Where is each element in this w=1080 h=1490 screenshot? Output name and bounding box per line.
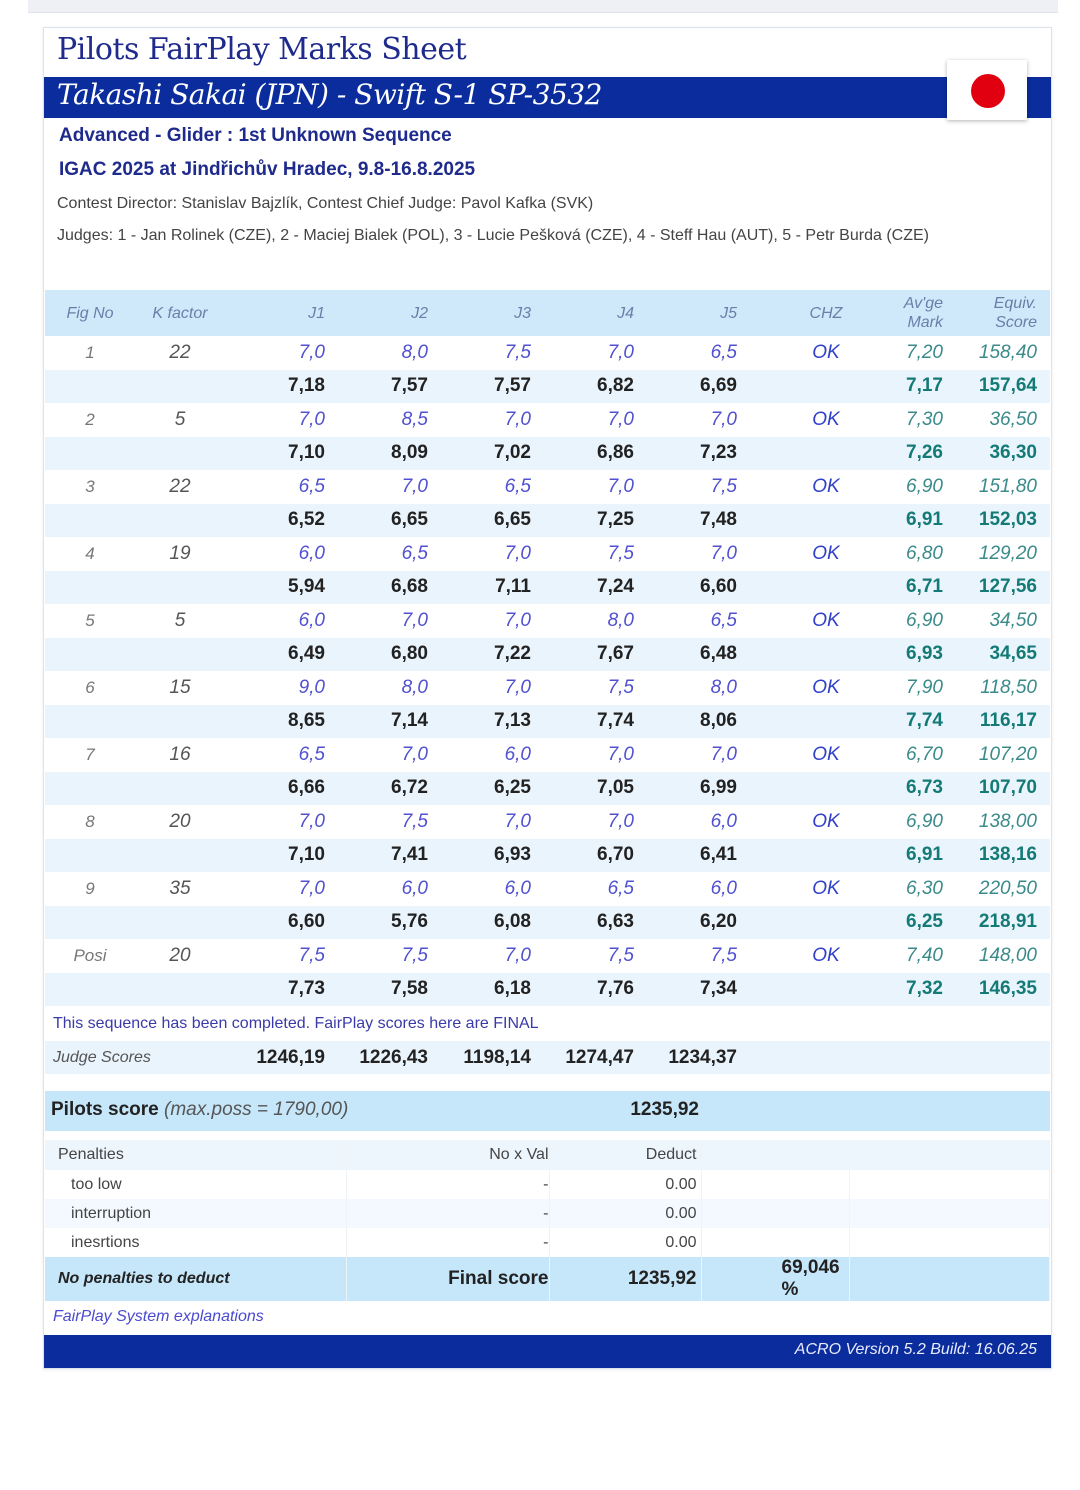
fp-mark-j2: 8,09 (330, 437, 433, 471)
fairplay-explanations-link[interactable]: FairPlay System explanations (53, 1308, 264, 1325)
raw-mark-j4: 7,0 (536, 336, 639, 370)
avg-mark: 6,90 (880, 805, 948, 839)
header-j3: J3 (433, 290, 536, 336)
fp-equiv-score: 36,30 (948, 437, 1050, 471)
fp-mark-j5: 6,48 (639, 638, 742, 672)
final-status-message: This sequence has been completed. FairPlay scores here are FINAL (53, 1015, 539, 1032)
fp-mark-j1: 8,65 (225, 705, 330, 739)
marks-table (45, 290, 1050, 1006)
raw-mark-j1: 7,0 (225, 805, 330, 839)
raw-mark-j5: 7,0 (639, 403, 742, 437)
raw-mark-j4: 7,5 (536, 537, 639, 571)
fp-mark-j2: 5,76 (330, 906, 433, 940)
equiv-score: 151,80 (948, 470, 1050, 504)
equiv-score: 129,20 (948, 537, 1050, 571)
penalty-row: inesrtions - 0.00 (45, 1228, 1050, 1257)
marks-sheet (43, 27, 1052, 1369)
raw-mark-j2: 6,5 (330, 537, 433, 571)
raw-mark-j5: 7,0 (639, 738, 742, 772)
avg-mark: 7,30 (880, 403, 948, 437)
raw-mark-j3: 7,0 (433, 805, 536, 839)
figure-marks-row (45, 939, 1050, 973)
raw-mark-j4: 8,0 (536, 604, 639, 638)
avg-mark: 6,90 (880, 604, 948, 638)
figure-fairplay-row (45, 973, 1050, 1007)
final-percent: 69,046 % (701, 1257, 849, 1301)
fp-mark-j5: 6,60 (639, 571, 742, 605)
figure-marks-row (45, 604, 1050, 638)
judges-text: Judges: 1 - Jan Rolinek (CZE), 2 - Maciej Bialek (POL), 3 - Lucie Pešková (CZE), 4 - Steff Hau (AUT), 5 - Petr Burda (CZE) (57, 227, 929, 244)
chz-status: OK (742, 403, 880, 437)
footer-bar (44, 1335, 1051, 1368)
raw-mark-j4: 6,5 (536, 872, 639, 906)
equiv-score: 158,40 (948, 336, 1050, 370)
fp-equiv-score: 34,65 (948, 638, 1050, 672)
raw-mark-j5: 7,0 (639, 537, 742, 571)
k-factor: 5 (135, 403, 225, 437)
fig-number: 7 (45, 738, 135, 772)
avg-mark: 7,90 (880, 671, 948, 705)
fp-avg-mark: 7,26 (880, 437, 948, 471)
fp-equiv-score: 116,17 (948, 705, 1050, 739)
max-possible: (max.poss = 1790,00) (164, 1099, 349, 1120)
raw-mark-j3: 6,0 (433, 738, 536, 772)
fig-number: 6 (45, 671, 135, 705)
fp-avg-mark: 6,91 (880, 504, 948, 538)
fp-mark-j3: 6,65 (433, 504, 536, 538)
fp-mark-j1: 5,94 (225, 571, 330, 605)
judge-score-j2: 1226,43 (359, 1046, 428, 1068)
fp-mark-j3: 7,11 (433, 571, 536, 605)
fp-mark-j4: 6,63 (536, 906, 639, 940)
fp-mark-j3: 6,25 (433, 772, 536, 806)
judge-scores-label: Judge Scores (53, 1048, 151, 1066)
raw-mark-j5: 6,5 (639, 336, 742, 370)
fp-mark-j3: 7,13 (433, 705, 536, 739)
fp-avg-mark: 6,91 (880, 839, 948, 873)
fp-mark-j1: 7,10 (225, 437, 330, 471)
chz-status: OK (742, 805, 880, 839)
contest-heading: IGAC 2025 at Jindřichův Hradec, 9.8-16.8.2025 (59, 159, 476, 180)
fp-mark-j3: 6,93 (433, 839, 536, 873)
fp-mark-j1: 6,52 (225, 504, 330, 538)
fp-mark-j1: 7,18 (225, 370, 330, 404)
officials-text: Contest Director: Stanislav Bajzlík, Contest Chief Judge: Pavol Kafka (SVK) (57, 195, 594, 212)
k-factor: 20 (135, 939, 225, 973)
fp-avg-mark: 7,32 (880, 973, 948, 1007)
fp-mark-j1: 7,73 (225, 973, 330, 1007)
chz-status: OK (742, 470, 880, 504)
raw-mark-j3: 6,0 (433, 872, 536, 906)
chz-status: OK (742, 336, 880, 370)
raw-mark-j2: 7,0 (330, 738, 433, 772)
raw-mark-j1: 7,0 (225, 872, 330, 906)
raw-mark-j1: 6,0 (225, 604, 330, 638)
final-score-value: 1235,92 (549, 1257, 701, 1301)
pilots-score-row (45, 1091, 1050, 1131)
equiv-score: 220,50 (948, 872, 1050, 906)
fp-mark-j3: 7,57 (433, 370, 536, 404)
figure-fairplay-row (45, 571, 1050, 605)
equiv-score: 36,50 (948, 403, 1050, 437)
figure-marks-row (45, 872, 1050, 906)
figure-fairplay-row (45, 906, 1050, 940)
figure-marks-row (45, 470, 1050, 504)
figure-fairplay-row (45, 370, 1050, 404)
fp-mark-j5: 7,34 (639, 973, 742, 1007)
figure-fairplay-row (45, 437, 1050, 471)
fig-number: 1 (45, 336, 135, 370)
header-fig-no: Fig No (45, 290, 135, 336)
fp-mark-j2: 6,68 (330, 571, 433, 605)
figure-marks-row (45, 403, 1050, 437)
raw-mark-j1: 7,0 (225, 336, 330, 370)
raw-mark-j4: 7,0 (536, 805, 639, 839)
k-factor: 35 (135, 872, 225, 906)
raw-mark-j1: 6,5 (225, 470, 330, 504)
k-factor: 5 (135, 604, 225, 638)
fp-mark-j5: 6,41 (639, 839, 742, 873)
fp-equiv-score: 157,64 (948, 370, 1050, 404)
header-j2: J2 (330, 290, 433, 336)
raw-mark-j4: 7,0 (536, 470, 639, 504)
figure-fairplay-row (45, 638, 1050, 672)
raw-mark-j3: 7,0 (433, 537, 536, 571)
fp-mark-j5: 7,48 (639, 504, 742, 538)
fig-number: 4 (45, 537, 135, 571)
header-equiv-score: Equiv. Score (948, 290, 1050, 336)
fp-mark-j4: 6,86 (536, 437, 639, 471)
judge-score-j1: 1246,19 (256, 1046, 325, 1068)
header-j5: J5 (639, 290, 742, 336)
fp-mark-j3: 6,18 (433, 973, 536, 1007)
raw-mark-j5: 8,0 (639, 671, 742, 705)
raw-mark-j3: 7,0 (433, 604, 536, 638)
fp-mark-j5: 6,20 (639, 906, 742, 940)
final-score-label: Final score (346, 1257, 549, 1301)
header-j4: J4 (536, 290, 639, 336)
raw-mark-j5: 6,5 (639, 604, 742, 638)
k-factor: 20 (135, 805, 225, 839)
fp-avg-mark: 6,93 (880, 638, 948, 672)
fp-equiv-score: 146,35 (948, 973, 1050, 1007)
chz-status: OK (742, 872, 880, 906)
figure-marks-row (45, 805, 1050, 839)
category-heading: Advanced - Glider : 1st Unknown Sequence (59, 125, 452, 146)
raw-mark-j3: 7,0 (433, 671, 536, 705)
raw-mark-j2: 8,0 (330, 336, 433, 370)
fp-mark-j4: 7,05 (536, 772, 639, 806)
k-factor: 16 (135, 738, 225, 772)
raw-mark-j4: 7,0 (536, 403, 639, 437)
header-k-factor: K factor (135, 290, 225, 336)
pilots-score-label: Pilots score (max.poss = 1790,00) (51, 1099, 349, 1120)
fp-mark-j2: 6,65 (330, 504, 433, 538)
avg-mark: 7,20 (880, 336, 948, 370)
fp-mark-j2: 6,72 (330, 772, 433, 806)
fp-mark-j4: 7,76 (536, 973, 639, 1007)
k-factor: 22 (135, 470, 225, 504)
raw-mark-j2: 6,0 (330, 872, 433, 906)
avg-mark: 6,80 (880, 537, 948, 571)
equiv-score: 148,00 (948, 939, 1050, 973)
header-chz: CHZ (742, 290, 880, 336)
chz-status: OK (742, 671, 880, 705)
fig-number: 5 (45, 604, 135, 638)
equiv-score: 118,50 (948, 671, 1050, 705)
fp-mark-j1: 6,66 (225, 772, 330, 806)
fp-equiv-score: 218,91 (948, 906, 1050, 940)
fig-number: 3 (45, 470, 135, 504)
version-text: ACRO Version 5.2 Build: 16.06.25 (794, 1341, 1037, 1358)
fp-mark-j3: 7,02 (433, 437, 536, 471)
raw-mark-j1: 7,0 (225, 403, 330, 437)
raw-mark-j2: 8,0 (330, 671, 433, 705)
fp-mark-j3: 6,08 (433, 906, 536, 940)
penalty-row: interruption - 0.00 (45, 1199, 1050, 1228)
raw-mark-j4: 7,5 (536, 939, 639, 973)
judge-score-j3: 1198,14 (463, 1046, 531, 1068)
raw-mark-j4: 7,0 (536, 738, 639, 772)
raw-mark-j3: 7,0 (433, 403, 536, 437)
fp-mark-j4: 6,70 (536, 839, 639, 873)
fp-mark-j4: 6,82 (536, 370, 639, 404)
fp-mark-j2: 7,58 (330, 973, 433, 1007)
fig-number: 8 (45, 805, 135, 839)
k-factor: 22 (135, 336, 225, 370)
raw-mark-j1: 7,5 (225, 939, 330, 973)
fp-equiv-score: 107,70 (948, 772, 1050, 806)
header-j1: J1 (225, 290, 330, 336)
raw-mark-j1: 6,0 (225, 537, 330, 571)
fp-avg-mark: 6,71 (880, 571, 948, 605)
raw-mark-j2: 7,5 (330, 805, 433, 839)
k-factor: 15 (135, 671, 225, 705)
browser-top-bar (28, 0, 1058, 13)
judge-score-j5: 1234,37 (668, 1046, 737, 1068)
fp-mark-j1: 6,49 (225, 638, 330, 672)
pilots-score-value: 1235,92 (630, 1099, 699, 1120)
raw-mark-j3: 7,5 (433, 336, 536, 370)
fp-equiv-score: 138,16 (948, 839, 1050, 873)
figure-marks-row (45, 738, 1050, 772)
raw-mark-j2: 7,0 (330, 604, 433, 638)
raw-mark-j2: 8,5 (330, 403, 433, 437)
fp-mark-j2: 7,41 (330, 839, 433, 873)
penalties-summary: No penalties to deduct (45, 1257, 346, 1301)
fig-number: 9 (45, 872, 135, 906)
figure-marks-row (45, 537, 1050, 571)
fp-mark-j4: 7,24 (536, 571, 639, 605)
no-x-val-header: No x Val (346, 1140, 549, 1170)
raw-mark-j5: 6,0 (639, 872, 742, 906)
raw-mark-j2: 7,0 (330, 470, 433, 504)
figure-fairplay-row (45, 772, 1050, 806)
figure-marks-row (45, 671, 1050, 705)
pilot-banner (44, 77, 1051, 118)
page-title: Pilots FairPlay Marks Sheet (57, 32, 467, 67)
judge-score-j4: 1274,47 (565, 1046, 634, 1068)
fp-equiv-score: 152,03 (948, 504, 1050, 538)
penalties-table (45, 1140, 1050, 1301)
equiv-score: 138,00 (948, 805, 1050, 839)
figure-fairplay-row (45, 839, 1050, 873)
raw-mark-j3: 7,0 (433, 939, 536, 973)
fp-mark-j3: 7,22 (433, 638, 536, 672)
figure-fairplay-row (45, 705, 1050, 739)
penalty-row: too low - 0.00 (45, 1170, 1050, 1199)
raw-mark-j2: 7,5 (330, 939, 433, 973)
raw-mark-j1: 6,5 (225, 738, 330, 772)
deduct-header: Deduct (549, 1140, 701, 1170)
fp-mark-j2: 7,57 (330, 370, 433, 404)
avg-mark: 7,40 (880, 939, 948, 973)
fp-avg-mark: 7,17 (880, 370, 948, 404)
japan-flag-icon (947, 60, 1027, 120)
fig-number: 2 (45, 403, 135, 437)
pilot-name: Takashi Sakai (JPN) - Swift S-1 SP-3532 (57, 78, 602, 111)
fp-mark-j1: 7,10 (225, 839, 330, 873)
figure-marks-row (45, 336, 1050, 370)
fp-mark-j5: 8,06 (639, 705, 742, 739)
fp-avg-mark: 7,74 (880, 705, 948, 739)
figure-fairplay-row (45, 504, 1050, 538)
penalties-header: Penalties (45, 1140, 346, 1170)
header-avg-mark: Av'ge Mark (880, 290, 948, 336)
k-factor: 19 (135, 537, 225, 571)
chz-status: OK (742, 537, 880, 571)
raw-mark-j4: 7,5 (536, 671, 639, 705)
fp-mark-j1: 6,60 (225, 906, 330, 940)
fp-mark-j5: 7,23 (639, 437, 742, 471)
raw-mark-j5: 7,5 (639, 470, 742, 504)
raw-mark-j5: 6,0 (639, 805, 742, 839)
fp-mark-j4: 7,74 (536, 705, 639, 739)
avg-mark: 6,90 (880, 470, 948, 504)
fp-avg-mark: 6,73 (880, 772, 948, 806)
fp-mark-j4: 7,67 (536, 638, 639, 672)
fig-number: Posi (45, 939, 135, 973)
chz-status: OK (742, 939, 880, 973)
judge-scores-row (45, 1041, 1050, 1074)
raw-mark-j5: 7,5 (639, 939, 742, 973)
fp-mark-j5: 6,69 (639, 370, 742, 404)
raw-mark-j1: 9,0 (225, 671, 330, 705)
fp-avg-mark: 6,25 (880, 906, 948, 940)
equiv-score: 34,50 (948, 604, 1050, 638)
fp-mark-j4: 7,25 (536, 504, 639, 538)
equiv-score: 107,20 (948, 738, 1050, 772)
avg-mark: 6,70 (880, 738, 948, 772)
chz-status: OK (742, 738, 880, 772)
final-score-row (45, 1257, 1050, 1301)
avg-mark: 6,30 (880, 872, 948, 906)
table-header (45, 290, 1050, 336)
fp-mark-j5: 6,99 (639, 772, 742, 806)
fp-mark-j2: 6,80 (330, 638, 433, 672)
fp-mark-j2: 7,14 (330, 705, 433, 739)
raw-mark-j3: 6,5 (433, 470, 536, 504)
chz-status: OK (742, 604, 880, 638)
fp-equiv-score: 127,56 (948, 571, 1050, 605)
